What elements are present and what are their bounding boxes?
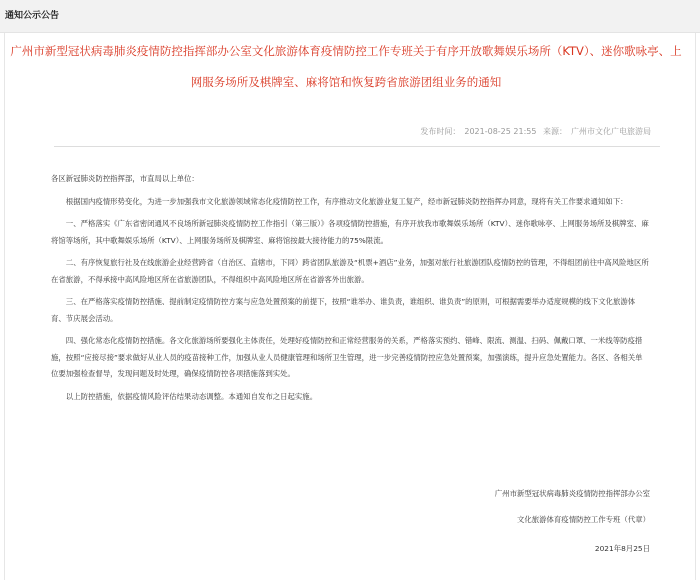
signature-line-1: 广州市新型冠状病毒肺炎疫情防控指挥部办公室 (494, 489, 650, 498)
paragraph-1: 一、严格落实《广东省密闭通风不良场所新冠肺炎疫情防控工作指引（第三版）》各项疫情防控措施，有序开放我市歌舞娱乐场所（KTV）、迷你歌咏亭、上网服务场所及棋牌室、麻将馆等场所，其中歌舞娱乐场所（KTV）、上网服务场所及棋牌室、麻将馆按最大接待能力的75%限流。 (51, 219, 649, 245)
paragraph-3: 三、在严格落实疫情防控措施、提前制定疫情防控方案与应急处置预案的前提下，按照“谁举办、谁负责，谁组织、谁负责”的原则，可根据需要举办适度规模的线下文化旅游体育、节庆展会活动。 (51, 297, 636, 323)
title-divider (54, 146, 660, 147)
signature-date: 2021年8月25日 (594, 544, 650, 553)
salutation: 各区新冠肺炎防控指挥部，市直局以上单位： (51, 174, 199, 183)
intro-paragraph: 根据国内疫情形势变化，为进一步加强我市文化旅游领域常态化疫情防控工作，有序推动文化旅游业复工复产，经市新冠肺炎防控指挥办同意，现将有关工作要求通知如下： (65, 196, 628, 206)
paragraph-2: 二、有序恢复旅行社及在线旅游企业经营跨省（自治区、直辖市，下同）跨省团队旅游及“机票+酒店”业务，加强对旅行社旅游团队疫情防控的管理，不得组团前往中高风险地区所在省旅游，不得承接中高风险地区所在省旅游团队，不得组织中高风险地区所在省游客外出旅游。 (51, 258, 649, 284)
article-title: 广州市新型冠状病毒肺炎疫情防控指挥部办公室文化旅游体育疫情防控工作专班关于有序开放歌舞娱乐场所（KTV）、迷你歌咏亭、上网服务场所及棋牌室、麻将馆和恢复跨省旅游团组业务的通知 (10, 44, 682, 89)
published-time: 2021-08-25 21:55 (464, 127, 537, 136)
source-label: 来源： (543, 127, 567, 136)
article-body (51, 171, 649, 405)
published-label: 发布时间： (420, 127, 461, 136)
closing-paragraph: 以上防控措施，依据疫情风险评估结果动态调整。本通知自发布之日起实施。 (65, 391, 318, 401)
signature-block (495, 481, 650, 562)
paragraph-4: 四、强化常态化疫情防控措施。各文化旅游场所要强化主体责任，处理好疫情防控和正常经营服务的关系，严格落实预约、错峰、限流、测温、扫码、佩戴口罩、一米线等防疫措施，按照“应接尽接”要求做好从业人员的疫苗接种工作，加强从业人员健康管理和场所卫生管理，进一步完善疫情防控应急处置预案，加强演练，提升应急处置能力。各区、各相关单位要加强检查督导，发现问题及时处理，确保疫情防控各项措施落到实处。 (51, 336, 643, 378)
section-header: 通知公示公告 (0, 0, 700, 33)
article-meta (420, 126, 651, 138)
signature-line-2: 文化旅游体育疫情防控工作专班（代章） (516, 515, 650, 524)
source-name: 广州市文化广电旅游局 (571, 127, 651, 136)
